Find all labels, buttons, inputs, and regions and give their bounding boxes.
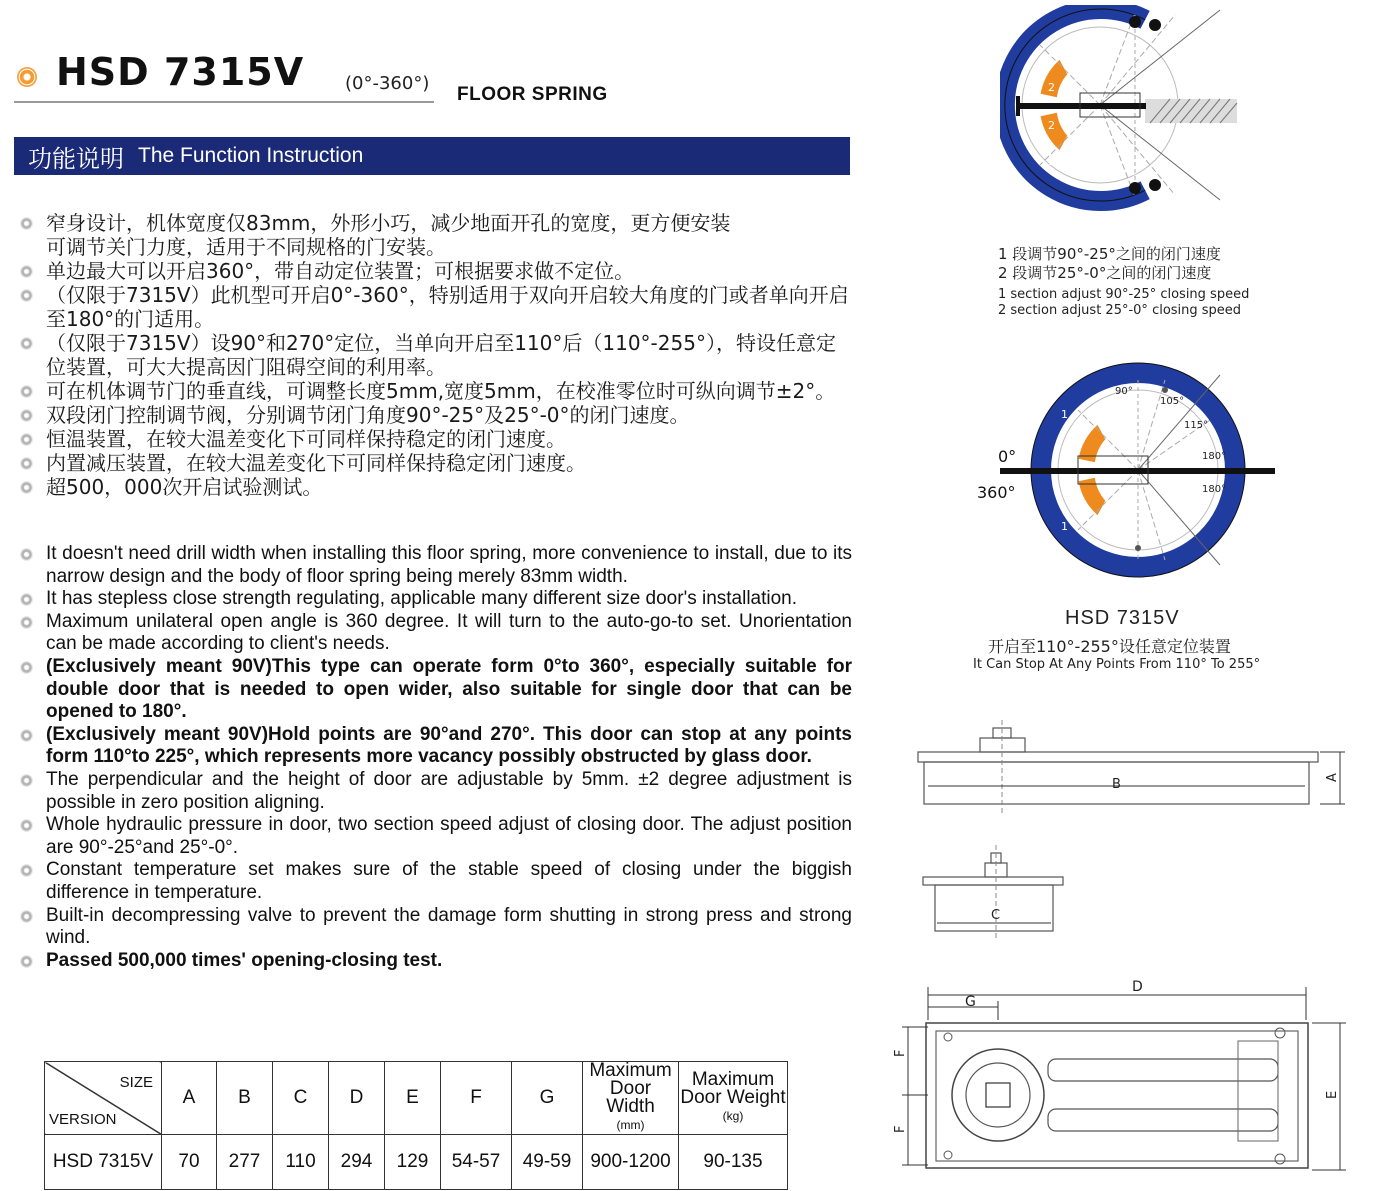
zone-label: 2 — [1048, 81, 1055, 94]
table-row — [45, 1135, 788, 1190]
col-header-c: C — [273, 1062, 329, 1135]
angle-label-360: 360° — [977, 483, 1016, 502]
bullet-icon — [20, 433, 33, 446]
angle-mark-105: 105° — [1160, 396, 1185, 407]
cell-max-width: 900-1200 — [583, 1135, 679, 1190]
section-title-en: The Function Instruction — [138, 144, 364, 167]
feature-item-en: It has stepless close strength regulating, applicable many different size door's installation. — [16, 588, 852, 611]
zone-label: 2 — [1061, 444, 1068, 457]
bullet-icon — [20, 265, 33, 278]
bullet-icon — [20, 729, 33, 742]
col-header-max-weight: Maximum Door Weight (kg) — [679, 1062, 788, 1135]
feature-item-en: The perpendicular and the height of door are adjustable by 5mm. ±2 degree adjustment is possible in zero position aligning. — [16, 769, 852, 814]
zone-label: 1 — [1048, 155, 1055, 168]
zone-label: 2 — [1061, 484, 1068, 497]
dim-label-f1: F — [893, 1049, 908, 1057]
speed-caption-zh-1: 1 段调节90°-25°之间的闭门速度 — [998, 245, 1221, 263]
feature-item-zh: 内置减压装置，在较大温差变化下可同样保持稳定闭门速度。 — [16, 451, 852, 475]
angle-mark-180a: 180° — [1202, 451, 1227, 462]
cell-a: 70 — [162, 1135, 217, 1190]
side-view-drawing — [910, 720, 1350, 815]
bullet-icon — [20, 289, 33, 302]
bullet-icon — [20, 864, 33, 877]
angle-range: (0°-360°) — [345, 73, 430, 94]
header-underline — [14, 101, 434, 103]
zone-label: 1 — [1061, 408, 1068, 421]
col-header-b: B — [217, 1062, 273, 1135]
feature-item-en: Maximum unilateral open angle is 360 degree. It will turn to the auto-go-to set. Unorientation can be made according to client's needs. — [16, 611, 852, 656]
zone-label: 2 — [1048, 119, 1055, 132]
brand-bullet-icon — [17, 67, 37, 87]
bullet-icon — [20, 457, 33, 470]
bullet-icon — [20, 616, 33, 629]
dim-label-e: E — [1325, 1090, 1340, 1099]
speed-caption-en-1: 1 section adjust 90°-25° closing speed — [998, 287, 1250, 302]
bullet-icon — [20, 548, 33, 561]
feature-list-zh — [16, 211, 852, 499]
bullet-icon — [20, 661, 33, 674]
feature-item-en: Built-in decompressing valve to prevent the damage form shutting in strong press and strong wind. — [16, 905, 852, 950]
bullet-icon — [20, 337, 33, 350]
top-view-drawing — [888, 975, 1348, 1180]
feature-item-zh: 恒温装置，在较大温差变化下可同样保持稳定的闭门速度。 — [16, 427, 852, 451]
col-header-g: G — [512, 1062, 583, 1135]
bullet-icon — [20, 409, 33, 422]
bullet-icon — [20, 593, 33, 606]
col-header-e: E — [385, 1062, 441, 1135]
spec-table — [44, 1061, 788, 1190]
dim-label-b: B — [1112, 777, 1121, 792]
bullet-icon — [20, 819, 33, 832]
cell-c: 110 — [273, 1135, 329, 1190]
feature-item-zh: （仅限于7315V）设90°和270°定位，当单向开启至110°后（110°-255°），特设任意定位装置，可大大提高因门阻碍空间的利用率。 — [16, 331, 852, 379]
speed-caption-en-2: 2 section adjust 25°-0° closing speed — [998, 303, 1242, 318]
diagram-model-label: HSD 7315V — [1065, 607, 1180, 629]
feature-item-zh: 窄身设计，机体宽度仅83mm，外形小巧，减少地面开孔的宽度，更方便安装 — [16, 211, 852, 235]
feature-item-zh: 可在机体调节门的垂直线，可调整长度5mm,宽度5mm，在校准零位时可纵向调节±2°。 — [16, 379, 852, 403]
bullet-icon — [20, 217, 33, 230]
dim-label-f2: F — [893, 1125, 908, 1133]
dim-label-g: G — [965, 994, 976, 1010]
dim-label-c: C — [991, 908, 1001, 923]
corner-size-label: SIZE — [119, 1074, 153, 1091]
cell-max-weight: 90-135 — [679, 1135, 788, 1190]
cell-b: 277 — [217, 1135, 273, 1190]
cell-e: 129 — [385, 1135, 441, 1190]
col-header-a: A — [162, 1062, 217, 1135]
feature-item-en: Constant temperature set makes sure of the stable speed of closing under the biggish difference in temperature. — [16, 859, 852, 904]
feature-item-zh: 双段闭门控制调节阀，分别调节闭门角度90°-25°及25°-0°的闭门速度。 — [16, 403, 852, 427]
hold-open-caption-en: It Can Stop At Any Points From 110° To 255° — [973, 657, 1261, 672]
bullet-icon — [20, 774, 33, 787]
feature-item-zh: 超500，000次开启试验测试。 — [16, 475, 852, 499]
angle-mark-90: 90° — [1115, 386, 1133, 397]
feature-item-zh: 可调节关门力度，适用于不同规格的门安装。 — [46, 235, 446, 259]
cell-d: 294 — [329, 1135, 385, 1190]
cell-f: 54-57 — [441, 1135, 512, 1190]
cell-g: 49-59 — [512, 1135, 583, 1190]
feature-item-en: (Exclusively meant 90V)This type can operate form 0°to 360°, especially suitable for double door that is needed to open wider, also suitable for single door that can be opened to 180°. — [16, 656, 852, 724]
bullet-icon — [20, 910, 33, 923]
feature-list-en — [16, 543, 852, 972]
col-header-d: D — [329, 1062, 385, 1135]
feature-item-en: Whole hydraulic pressure in door, two section speed adjust of closing door. The adjust position are 90°-25°and 25°-0°. — [16, 814, 852, 859]
feature-item-en: Passed 500,000 times' opening-closing test. — [16, 950, 852, 973]
closing-speed-diagram — [1000, 5, 1250, 220]
feature-item-en: It doesn't need drill width when installing this floor spring, more convenience to install, due to its narrow design and the body of floor spring being merely 83mm width. — [16, 543, 852, 588]
angle-mark-115: 115° — [1184, 420, 1209, 431]
section-title-zh: 功能说明 — [28, 144, 124, 173]
table-corner-cell — [45, 1062, 162, 1135]
feature-item-en: (Exclusively meant 90V)Hold points are 90°and 270°. This door can stop at any points form 110°to 225°, which represents more vacancy possibly obstructed by glass door. — [16, 724, 852, 769]
angle-label-0: 0° — [998, 447, 1017, 466]
hold-open-caption-zh: 开启至110°-255°设任意定位装置 — [988, 637, 1231, 656]
hold-open-diagram — [970, 350, 1285, 590]
cell-version: HSD 7315V — [45, 1135, 162, 1190]
dim-label-d: D — [1132, 979, 1143, 995]
feature-item-zh: 单边最大可以开启360°，带自动定位装置；可根据要求做不定位。 — [16, 259, 852, 283]
corner-version-label: VERSION — [49, 1111, 117, 1128]
col-header-max-width: Maximum Door Width (mm) — [583, 1062, 679, 1135]
zone-label: 1 — [1048, 47, 1055, 60]
model-title: HSD 7315V — [56, 50, 305, 94]
bullet-icon — [20, 481, 33, 494]
feature-item-zh: （仅限于7315V）此机型可开启0°-360°，特别适用于双向开启较大角度的门或者单向开启至180°的门适用。 — [16, 283, 852, 331]
dim-label-a: A — [1325, 773, 1340, 782]
product-type: FLOOR SPRING — [457, 84, 608, 105]
speed-caption-zh-2: 2 段调节25°-0°之间的闭门速度 — [998, 264, 1212, 282]
zone-label: 1 — [1061, 520, 1068, 533]
table-header-row — [45, 1062, 788, 1135]
col-header-f: F — [441, 1062, 512, 1135]
angle-mark-180b: 180° — [1202, 484, 1227, 495]
bullet-icon — [20, 385, 33, 398]
bullet-icon — [20, 955, 33, 968]
front-view-drawing — [915, 845, 1075, 940]
section-heading — [14, 137, 850, 175]
